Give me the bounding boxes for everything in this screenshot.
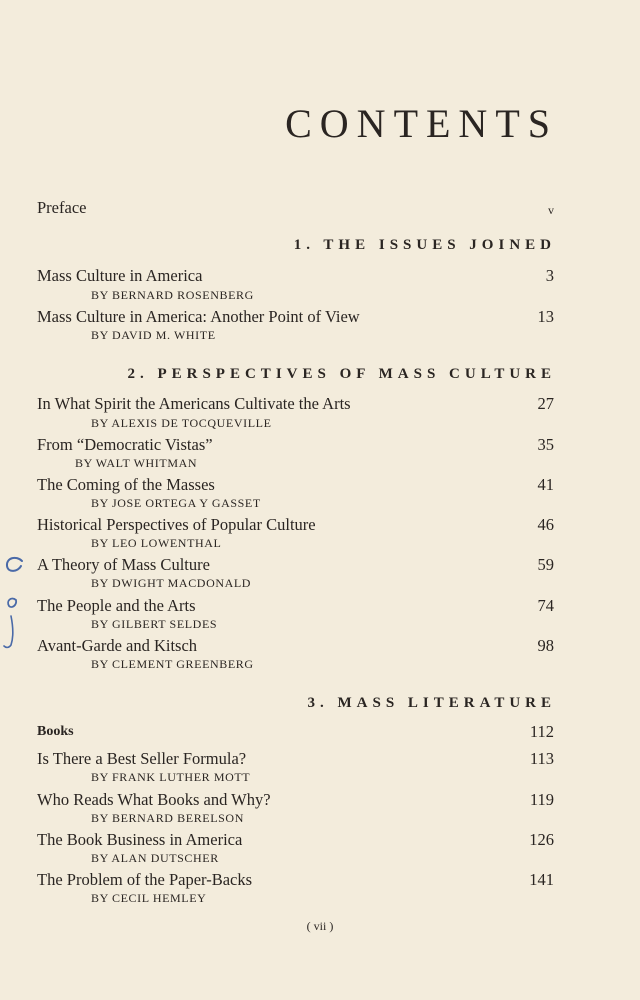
toc-entry-title: Mass Culture in America bbox=[37, 266, 203, 285]
toc-entry-author: BY GILBERT SELDES bbox=[91, 617, 218, 631]
page-title: CONTENTS bbox=[285, 101, 558, 146]
toc-entry-page: 41 bbox=[537, 475, 554, 494]
toc-entry-title: In What Spirit the Americans Cultivate the Arts bbox=[37, 394, 351, 413]
section-heading-3: 3. MASS LITERATURE bbox=[307, 695, 556, 711]
toc-entry-title: The People and the Arts bbox=[37, 596, 196, 615]
toc-entry-page: 113 bbox=[529, 749, 554, 768]
toc-entry-author: BY LEO LOWENTHAL bbox=[91, 536, 222, 550]
toc-entry-page: 141 bbox=[529, 870, 554, 889]
toc-entry-page: 27 bbox=[537, 394, 554, 413]
toc-entry-title: A Theory of Mass Culture bbox=[37, 555, 210, 574]
subsection-page: 112 bbox=[529, 722, 554, 741]
toc-entry-page: 74 bbox=[537, 596, 554, 615]
preface-page: v bbox=[548, 203, 554, 217]
section-heading-2: 2. PERSPECTIVES OF MASS CULTURE bbox=[127, 366, 556, 382]
subsection-heading: Books bbox=[37, 724, 74, 739]
toc-entry-author: BY ALEXIS DE TOCQUEVILLE bbox=[91, 416, 272, 430]
toc-entry-page: 3 bbox=[545, 266, 554, 285]
toc-entry-author: BY ALAN DUTSCHER bbox=[91, 851, 219, 865]
toc-entry-author: BY WALT WHITMAN bbox=[75, 456, 198, 470]
toc-entry-title: Mass Culture in America: Another Point of View bbox=[37, 307, 360, 326]
toc-entry-author: BY DAVID M. WHITE bbox=[91, 328, 216, 342]
margin-pencil-marks bbox=[2, 552, 32, 662]
toc-entry-page: 59 bbox=[537, 555, 554, 574]
toc-entry-page: 98 bbox=[537, 636, 554, 655]
toc-entry-author: BY BERNARD BERELSON bbox=[91, 811, 244, 825]
toc-entry-title: From “Democratic Vistas” bbox=[37, 435, 213, 454]
section-heading-1: 1. THE ISSUES JOINED bbox=[293, 237, 556, 253]
toc-entry-title: The Problem of the Paper-Backs bbox=[37, 870, 253, 889]
toc-entry-page: 119 bbox=[529, 790, 554, 809]
toc-entry-title: The Coming of the Masses bbox=[37, 475, 215, 494]
preface-label: Preface bbox=[37, 198, 87, 217]
toc-entry-title: Is There a Best Seller Formula? bbox=[37, 749, 247, 768]
toc-entry-author: BY CECIL HEMLEY bbox=[91, 891, 207, 905]
toc-entry-author: BY CLEMENT GREENBERG bbox=[91, 657, 254, 671]
toc-entry-author: BY JOSE ORTEGA Y GASSET bbox=[91, 496, 261, 510]
toc-entry-title: Historical Perspectives of Popular Culture bbox=[37, 515, 316, 534]
toc-entry-title: Who Reads What Books and Why? bbox=[37, 790, 271, 809]
toc-entry-page: 35 bbox=[537, 435, 554, 454]
toc-entry-page: 13 bbox=[537, 307, 554, 326]
toc-entry-page: 126 bbox=[529, 830, 554, 849]
toc-entry-page: 46 bbox=[537, 515, 554, 534]
toc-entry-title: Avant-Garde and Kitsch bbox=[37, 636, 198, 655]
page-number-footer: ( vii ) bbox=[306, 919, 334, 933]
toc-entry-author: BY FRANK LUTHER MOTT bbox=[91, 770, 251, 784]
toc-entry-author: BY BERNARD ROSENBERG bbox=[91, 288, 254, 302]
toc-entry-title: The Book Business in America bbox=[37, 830, 243, 849]
toc-entry-author: BY DWIGHT MACDONALD bbox=[91, 576, 252, 590]
